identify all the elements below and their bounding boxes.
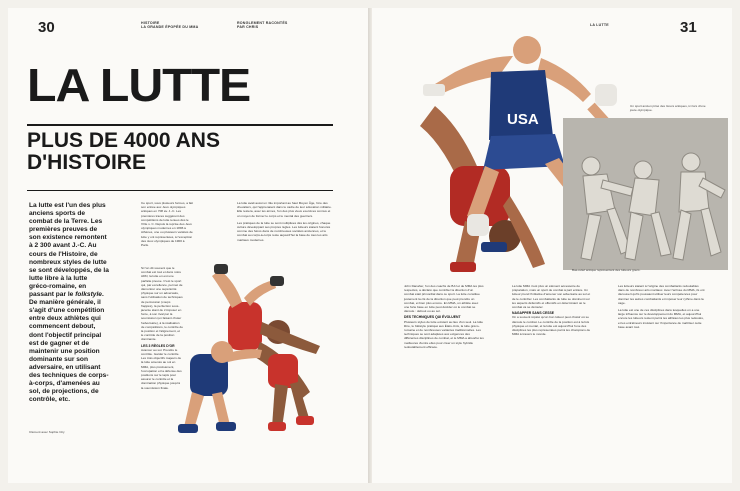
column-2-heading: NAGAPPER SANS CESSE (512, 311, 555, 316)
column-c-text: La lutte avait aussi un rôle important au haut Moyen Âge, l'ère des chevaliers, qui l'apprenaient dans le cadre de leur éducation militaire. Elle restera, avec les armes, l'un des plus vieux exercices connus et un moyen de former le corps et le mental des guerriers. (237, 201, 332, 218)
body-column-a: Ce sport, sous plusieurs formes, a fait son entrée aux Jeux olympiques antiques en 708 av. J.-C. Les premières traces suggèrent des compétitions de lutte tenues dès le VIIIe s. C. Depuis la reprise des Jeux olympiques modernes en 1896 à Athènes, une ou plusieurs variétés de lutte y ont représentées, à l'exception des Jeux olympiques de 1900 à Paris. (141, 201, 193, 248)
lead-text-end: . De manière générale, il s'agit d'une compétition entre deux athlètes qui commencent debout, dont l'objectif principal est de gagner et de maintenir une position dominante sur son adversaire, en utilisant des techniques de corps-à-corps, d'amenées au sol, de projections, de contrôle, etc. (29, 291, 109, 404)
column-3-intro: Les lutteurs étaient à l'origine des combattants redoutables dans de nombreux arts martiaux. Avec l'arrivée du MMA, ils ont découvert qu'ils pouvaient utiliser leurs compétences pour dominer les autres combattants et imposer leur rythme dans la cage. (618, 284, 705, 305)
rubric-line: RONGLEMENT RACONTÉS (237, 21, 288, 25)
jersey-usa-text: USA (507, 111, 539, 128)
lead-paragraph (29, 202, 109, 404)
right-column-3 (618, 284, 706, 329)
section-rubric (141, 21, 198, 30)
page-subtitle (27, 130, 220, 174)
subtitle-line: D'HISTOIRE (27, 151, 146, 174)
wrestlers-photo-left (170, 262, 345, 440)
subtitle-line: PLUS DE 4000 ANS (27, 129, 220, 152)
column-b-rules: Avancer au sol. Prendre le contrôle. Garder le contrôle. Les trois objectifs majeurs de la lutte amenés au sol en MMA, plus précisément, l'occupation et la défense des positions sur le tapis pour assurer le contrôle et la domination physique jusqu'à la soumission finale. (141, 347, 182, 390)
column-b-heading: LES 3 RÈGLES D'OR (141, 343, 175, 348)
lead-text: La lutte est l'un des plus anciens sports de combat de la Terre. Les premières preuves de son existence remontent à 2 300 avant J.-C. Au cours de l'Histoire, de nombreux styles de lutte se sont développés, de la lutte libre à la lutte gréco-romaine, en passant par le (29, 202, 109, 299)
right-rubric: LA LUTTE (590, 23, 609, 27)
ancient-relief-photo (563, 118, 728, 270)
relief-figures (563, 118, 728, 270)
column-1-body: Plusieurs styles de lutte existent au lieu d'un seul. La lutte libre, le folkstyle pratiqué aux États-Unis, la lutte gréco-romaine et de nombreuses variantes traditionnelles. Les techniques se sont adaptées aux exigences des différentes disciplines de combat, et le MMA a absorbé les meilleures d'entre elles pour créer un style hybride redoutablement efficace. (404, 319, 484, 349)
column-1-intro: John Danaher, l'un des coachs de BJJ et de MMA les plus respectés, a déclaré que contrôler la direction d'un combat était primordial dans ce sport. La lutte constitue justement la clé de la direction que peut prendre un combat, et bien plus encore. En MMA, un athlète avec une forte base en lutte peut décider où le combat se déroule : debout ou au sol. (404, 284, 484, 314)
column-b-text: Si l'on dit souvent que le combat est tout et dans notre ADN, la lutte en est une parfaite preuve. C'est le sport qui, par excellence, permet de démontrer une supériorité physique sur un adversaire, sans l'utilisation de techniques de percussion (coups frappés), la perfection sous-jacente étant de s'imposer en force, à son rival par la soumission (en faisant chuter l'adversaire), à la réalisation de compétitions, le contrôle de la position et l'alignement, et le contrôle de la position dominante. (141, 266, 183, 342)
page-title: LA LUTTE (27, 59, 251, 111)
left-caption: Clément avec Sophie City (29, 430, 65, 434)
author-rubric (237, 21, 288, 30)
column-1-heading: DES TECHNIQUES QUI ÉVOLUENT (404, 315, 461, 320)
page-number-right: 31 (680, 19, 697, 36)
column-2-intro: La lutte MMA n'est plus un élément accessoire de préparation, mais un sport de combat à part entière. Un lutteur prend l'initiative d'amener son adversaire au sol et de le contrôler. Les combattants de lutte se dominent sur les aspects défensifs et offensifs en déterminant où le combat va se dérouler. (512, 284, 591, 310)
right-column-1 (404, 284, 484, 349)
column-c-text-2: Les pratiques de la lutte se sont multipliées dès les origines, chaque culture développant ses propres règles. Les lutteurs étaient honorés comme des héros dans de nombreuses sociétés anciennes, et le combat au corps-à-corps reste aujourd'hui la base de tous les arts martiaux modernes. (237, 220, 331, 242)
relief-caption: Bas-relief antique représentant des lutteurs grecs. (572, 268, 641, 272)
right-column-2 (512, 284, 592, 336)
body-column-c (237, 201, 333, 242)
rubric-line: LA GRANDE ÉPOPÉE DU MMA (141, 25, 199, 30)
column-2-body: On a souvent répété qu'un bon lutteur peut choisir où se déroule le combat. Le contrôle de la position est à la fois physique et mental, et la lutte est aujourd'hui l'une des disciplines les plus représentées parmi les champions de MMA à travers le monde. (512, 315, 591, 337)
rubric-line: PAR CHRIS (237, 25, 259, 30)
photo-caption-top: Un sport ancien prisé des Grecs antiques, ici lors d'une joute olympique. (630, 104, 706, 112)
rubric-line: HISTOIRE (141, 21, 160, 25)
subtitle-rule (27, 190, 333, 191)
red-wrestler (228, 302, 320, 431)
title-rule (27, 124, 333, 126)
column-3-body: La lutte est une de ces disciplines dans lesquelles on a une large influence sur le développement du MMA, et aujourd'hui encore les lutteurs restent parmi les athlètes les plus redoutés, et les entraîneurs insistent sur l'importance de maîtriser cette base avant tout. (618, 308, 704, 329)
page-number-left: 30 (38, 19, 55, 36)
lead-italic: folkstyle (75, 291, 102, 299)
